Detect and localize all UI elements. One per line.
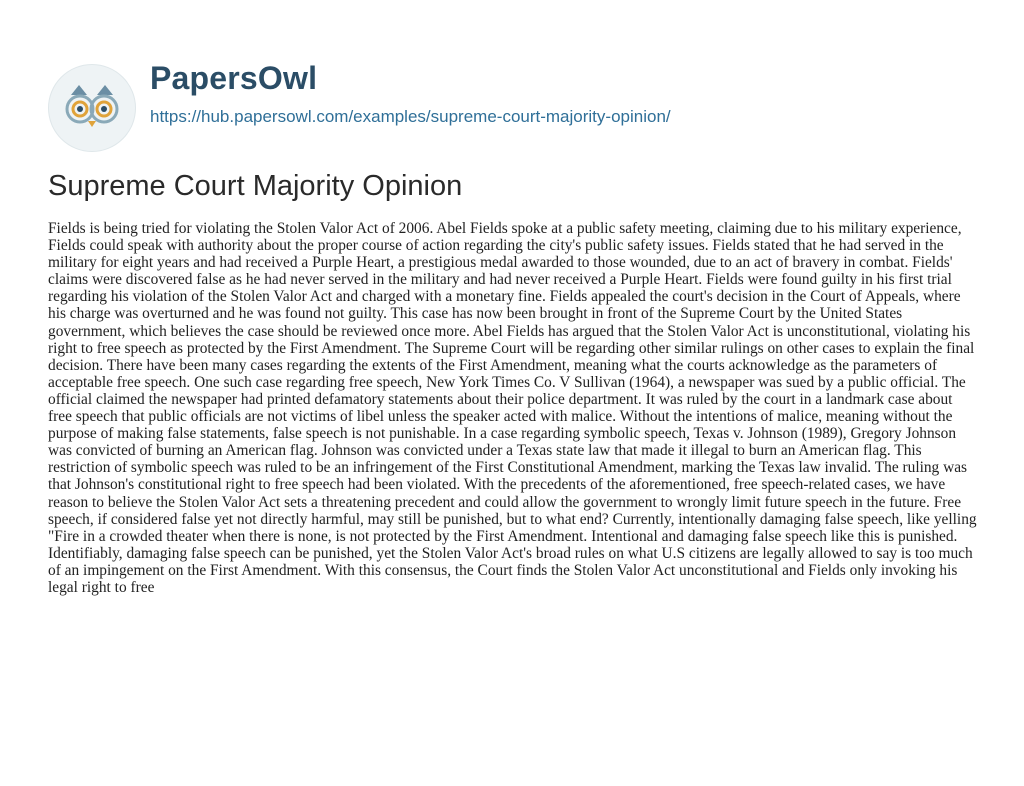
owl-icon[interactable] [48,64,136,152]
article-body: Fields is being tried for violating the Stolen Valor Act of 2006. Abel Fields spoke at a public safety meeting, claiming due to his military experience, Fields could speak with authority about the proper course of action regarding the city's public safety issues. Fields stated that he had served in the military for eight years and had received a Purple Heart, a prestigious medal awarded to those wounded, due to an act of bravery in combat. Fields' claims were discovered false as he had never served in the military and had never received a Purple Heart. Fields were found guilty in his first trial regarding his violation of the Stolen Valor Act and charged with a monetary fine. Fields appealed the court's decision in the Court of Appeals, where his charge was overturned and he was found not guilty. This case has now been brought in front of the Supreme Court by the United States government, which believes the case should be reviewed once more. Abel Fields has argued that the Stolen Valor Act is unconstitutional, violating his right to free speech as protected by the First Amendment. The Supreme Court will be regarding other similar rulings on other cases to explain the final decision. There have been many cases regarding the extents of the First Amendment, meaning what the courts acknowledge as the parameters of acceptable free speech. One such case regarding free speech, New York Times Co. V Sullivan (1964), a newspaper was sued by a public official. The official claimed the newspaper had printed defamatory statements about their police department. It was ruled by the court in a landmark case about free speech that public officials are not victims of libel unless the speaker acted with malice. Without the intentions of malice, meaning without the purpose of making false statements, false speech is not punishable. In a case regarding symbolic speech, Texas v. Johnson (1989), Gregory Johnson was convicted of burning an American flag. Johnson was convicted under a Texas state law that made it illegal to burn an American flag. This restriction of symbolic speech was ruled to be an infringement of the First Constitutional Amendment, marking the Texas law invalid. The ruling was that Johnson's constitutional right to free speech had been violated. With the precedents of the aforementioned, free speech-related cases, we have reason to believe the Stolen Valor Act sets a threatening precedent and could allow the government to wrongly limit future speech in the future. Free speech, if considered false yet not directly harmful, may still be punished, but to what end? Currently, intentionally damaging false speech, like yelling "Fire in a crowded theater when there is none, is not protected by the First Amendment. Intentional and damaging false speech like this is punished. Identifiably, damaging false speech can be punished, yet the Stolen Valor Act's broad rules on what U.S citizens are legally allowed to say is too much of an impingement on the First Amendment. With this consensus, the Court finds the Stolen Valor Act unconstitutional and Fields only invoking his legal right to free [48,220,977,596]
brand-name[interactable]: PapersOwl [150,60,318,96]
page-url[interactable]: https://hub.papersowl.com/examples/supreme-court-majority-opinion/ [150,107,671,126]
page-title: Supreme Court Majority Opinion [48,170,463,202]
